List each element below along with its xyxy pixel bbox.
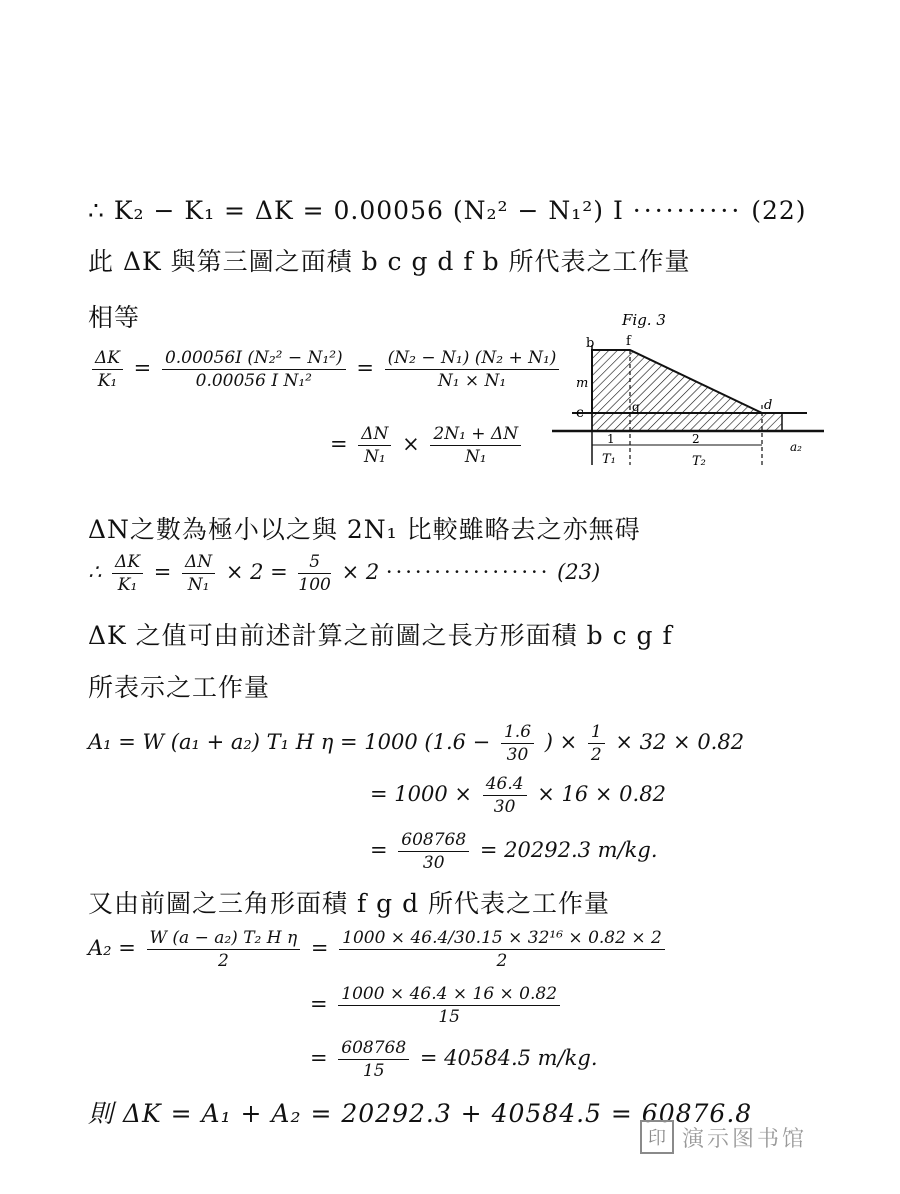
text-line-8: 則 ΔK = A₁ + A₂ = 20292.3 + 40584.5 = 60876.8 xyxy=(88,1099,753,1128)
dim-t1: T₁ xyxy=(602,452,616,467)
equation-number-23: (23) xyxy=(557,560,601,584)
text-line-5: ΔK 之值可由前述計算之前圖之長方形面積 b c g f xyxy=(88,621,673,650)
equation-22-line: ∴ K₂ − K₁ = ΔK = 0.00056 (N₂² − N₁²) I ·········· (22) xyxy=(88,196,807,225)
figure-3-diagram xyxy=(552,305,832,477)
formula-ratio-simplified: = $\frac{\Delta N}{\text{N₁}}$ × $\frac{\text{2N₁ + ΔN}}{\text{N₁}}$ xyxy=(330,424,525,467)
label-g: g xyxy=(632,400,640,414)
a2-row-3: = $\frac{608768}{15}$ = 40584.5 m/kg. xyxy=(310,1038,598,1081)
a1-row-1: A₁ = W (a₁ + a₂) T₁ H η = 1000 (1.6 − $\frac{1.6}{30}$ ) × $\frac{1}{2}$ × 32 × 0.82 xyxy=(88,722,745,765)
dim-2: 2 xyxy=(692,432,700,446)
a1-row-2: = 1000 × $\frac{46.4}{30}$ × 16 × 0.82 xyxy=(370,774,666,817)
a1-row-3: = $\frac{608768}{30}$ = 20292.3 m/kg. xyxy=(370,830,658,873)
watermark-text: 演示图书馆 xyxy=(682,1126,808,1152)
label-f: f xyxy=(626,334,631,349)
equation-22: ∴ K₂ − K₁ = ΔK = 0.00056 (N₂² − N₁²) I xyxy=(88,196,624,225)
region-m xyxy=(592,350,762,413)
label-d: d xyxy=(764,398,773,413)
label-b: b xyxy=(586,336,595,351)
text-line-7: 又由前圖之三角形面積 f g d 所代表之工作量 xyxy=(88,889,611,918)
formula-ratio: $\frac{\Delta K}{\text{K₁}}$ = $\frac{\text{0.00056I (N₂² − N₁²)}}{\text{0.00056 I N₁²}}$ = $\frac{\text{(N₂ − N₁) (N₂ + N₁)}}{\text{N₁ × N₁}}$ xyxy=(88,348,563,391)
label-m: m xyxy=(576,376,589,391)
text-line-6: 所表示之工作量 xyxy=(88,673,271,702)
text-line-3: 相等 xyxy=(88,303,141,332)
equation-number-22: (22) xyxy=(751,196,807,225)
seal-icon: 印 xyxy=(640,1120,674,1154)
text-line-2: 此 ΔK 與第三圖之面積 b c g d f b 所代表之工作量 xyxy=(88,247,691,276)
equation-23-line: ∴ $\frac{\Delta K}{\text{K₁}}$ = $\frac{\Delta N}{\text{N₁}}$ × 2 = $\frac{5}{100}$ × 2 ················· (23) xyxy=(88,552,601,595)
label-c: c xyxy=(576,405,584,421)
dim-1: 1 xyxy=(607,432,615,446)
library-watermark xyxy=(640,1118,807,1156)
label-a2: a₂ xyxy=(790,440,802,454)
a2-row-2: = $\frac{1000 \times 46.4 \times 16 \times 0.82}{15}$ xyxy=(310,984,564,1027)
region-c-strip xyxy=(592,413,782,431)
dim-t2: T₂ xyxy=(692,454,706,469)
a2-row-1: A₂ = $\frac{\text{W (a − a₂) T₂ H η}}{2}$ = $\frac{\text{1000 × 46.4/30.15 × 32¹⁶ × 0.82 × 2}}{2}$ xyxy=(88,928,669,971)
figure-title: Fig. 3 xyxy=(622,311,666,329)
text-line-4: ΔN之數為極小以之與 2N₁ 比較雖略去之亦無碍 xyxy=(88,515,641,544)
